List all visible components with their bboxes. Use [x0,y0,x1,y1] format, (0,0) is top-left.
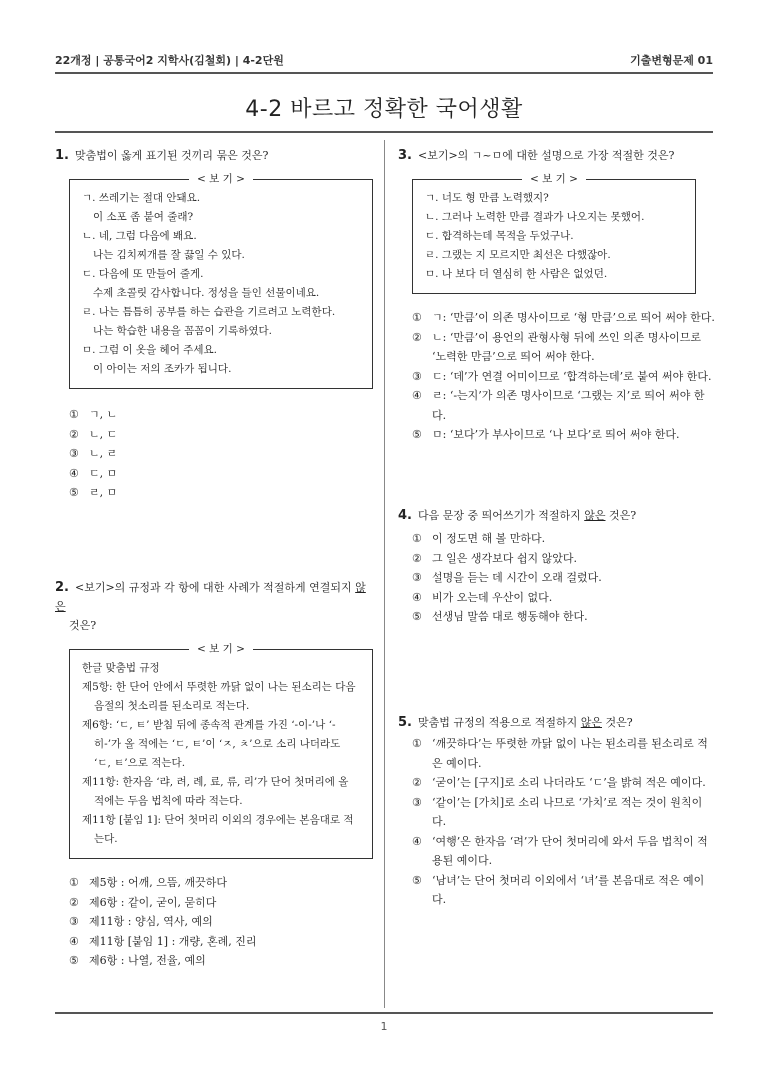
q4-option-5[interactable] [412,607,716,627]
q3-stem: <보기>의 ㄱ~ㅁ에 대한 설명으로 가장 적절한 것은? [417,149,675,162]
option-text: ㄹ: ‘-는지’가 의존 명사이므로 ‘그랬는 지’로 띄어 써야 한다. [432,389,705,422]
option-number: ① [412,737,422,750]
option-text: 설명을 듣는 데 시간이 오래 걸렸다. [432,571,602,584]
q2-box-label: < 보 기 > [189,643,253,655]
q1-option-4[interactable] [69,464,373,484]
q3-options [412,308,716,445]
q1-box-label: < 보 기 > [189,173,253,185]
q2-option-1[interactable] [69,873,373,893]
q4-options [412,529,716,627]
q2-stem: <보기>의 규정과 각 항에 대한 사례가 적절하게 연결되지 [74,581,356,594]
option-number: ③ [412,795,422,809]
header-course: 22개정 | 공통국어2 지학사(김철회) | 4-2단원 [55,54,284,67]
q1-example-box [69,173,373,389]
q1-options [69,405,373,503]
q4-number: 4. [398,508,412,523]
q2-box-line: 제11항 [붙임 1]: 단어 첫머리 이외의 경우에는 본음대로 적는다. [82,814,354,845]
q3-option-2[interactable] [412,328,716,367]
q2-option-2[interactable] [69,893,373,913]
option-number: ① [69,408,79,421]
q1-box-line: ㄴ. 네, 그럼 다음에 봬요. [82,230,197,242]
q4-option-1[interactable] [412,529,716,549]
option-number: ① [412,532,422,545]
q2-stem-end: 것은? [69,619,97,632]
option-text: 제6항 : 같이, 굳이, 묻히다 [89,895,217,909]
q2-example-box [69,643,373,859]
option-number: ④ [412,590,422,604]
q2-box-line: 제6항: ‘ㄷ, ㅌ’ 받침 뒤에 종속적 관계를 가진 ‘-이-’나 ‘-히-’가 올 적에는 ‘ㄷ, ㅌ’이 ‘ㅈ, ㅊ’으로 소리 나더라도 ‘ㄷ, ㅌ’으로 적는다. [82,719,341,769]
question-1 [55,146,373,503]
page-number: 1 [380,1020,388,1033]
option-text: ‘여행’은 한자음 ‘려’가 단어 첫머리에 와서 두음 법칙이 적용된 예이다. [432,834,708,867]
option-number: ⑤ [69,486,79,499]
option-text: ㄴ, ㄷ [89,427,118,441]
q3-option-1[interactable] [412,308,716,328]
option-text: ㅁ: ‘보다’가 부사이므로 ‘나 보다’로 띄어 써야 한다. [432,428,680,441]
option-number: ③ [412,369,422,383]
option-text: ㄹ, ㅁ [89,486,118,499]
q5-options [412,734,716,910]
option-text: ㄱ, ㄴ [89,408,118,421]
q3-box-line: ㄷ. 합격하는데 목적을 두었구나. [425,230,574,242]
option-text: 비가 오는데 우산이 없다. [432,590,553,604]
q1-box-line: 나는 학습한 내용을 꼼꼼이 기록하였다. [93,325,272,337]
q3-number: 3. [398,148,412,163]
q5-option-5[interactable] [412,871,716,910]
option-text: ‘굳이’는 [구지]로 소리 나더라도 ‘ㄷ’을 밝혀 적은 예이다. [432,776,706,789]
q4-option-3[interactable] [412,568,716,588]
option-number: ③ [69,915,79,928]
q5-option-4[interactable] [412,832,716,871]
option-number: ⑤ [412,428,422,441]
option-number: ④ [412,834,422,848]
q5-option-2[interactable] [412,773,716,793]
option-number: ⑤ [412,873,422,887]
q2-box-line: 한글 맞춤법 규정 [82,662,160,674]
option-text: ㄷ: ‘데’가 연결 어미이므로 ‘합격하는데’로 붙여 써야 한다. [432,369,712,383]
q2-number: 2. [55,580,69,595]
header-doc-type: 기출변형문제 01 [630,54,713,67]
q5-option-3[interactable] [412,793,716,832]
option-text: ㄷ, ㅁ [89,466,118,480]
option-text: 제6항 : 나열, 전율, 예의 [89,954,206,967]
q3-option-3[interactable] [412,367,716,387]
q1-box-line: ㄱ. 쓰레기는 절대 안돼요. [82,192,201,204]
q1-box-line: 이 아이는 저의 조카가 됩니다. [93,363,232,375]
option-number: ① [69,876,79,889]
option-number: ⑤ [69,954,79,967]
option-number: ② [69,427,79,441]
q2-option-5[interactable] [69,951,373,971]
q2-option-4[interactable] [69,932,373,952]
q1-box-line: 수제 초콜릿 감사합니다. 정성을 들인 선물이네요. [93,287,320,299]
option-number: ② [412,551,422,565]
q3-option-4[interactable] [412,386,716,425]
q3-box-line: ㄱ. 너도 형 만큼 노력했지? [425,192,549,204]
q1-box-line: ㄷ. 다음에 또 만들어 줄게. [82,268,204,280]
q2-box-line: 제11항: 한자음 ‘랴, 려, 례, 료, 류, 리’가 단어 첫머리에 올 적에는 두음 법칙에 따라 적는다. [82,776,349,807]
footer-rule [55,1012,713,1014]
option-number: ② [412,776,422,789]
q4-option-4[interactable] [412,588,716,608]
page-title: 4-2 바르고 정확한 국어생활 [245,97,523,122]
q4-stem-end: 것은? [605,509,637,522]
option-text: 이 정도면 해 볼 만하다. [432,532,546,545]
q1-box-line: ㅁ. 그럼 이 옷을 헤어 주세요. [82,344,217,356]
q5-option-1[interactable] [412,734,716,773]
question-4 [398,506,716,627]
option-text: 그 일은 생각보다 쉽지 않았다. [432,551,577,565]
q3-box-line: ㄴ. 그러나 노력한 만큼 결과가 나오지는 못했어. [425,211,645,223]
q1-box-line: 나는 김치찌개를 잘 끓일 수 있다. [93,249,245,261]
option-number: ② [69,895,79,909]
option-text: ‘같이’는 [가치]로 소리 나므로 ‘가치’로 적는 것이 원칙이다. [432,795,703,828]
option-number: ③ [412,571,422,584]
option-text: ㄴ, ㄹ [89,447,118,460]
q1-stem: 맞춤법이 옳게 표기된 것끼리 묶은 것은? [74,149,269,162]
question-3 [398,146,716,445]
question-2 [55,578,373,971]
q1-box-line: ㄹ. 나는 틈틈히 공부를 하는 습관을 기르려고 노력한다. [82,306,336,318]
page-header [55,48,713,68]
q3-box-label: < 보 기 > [522,173,586,185]
q4-stem-underlined: 않은 [584,509,606,522]
option-text: ‘깨끗하다’는 뚜렷한 까닭 없이 나는 된소리를 된소리로 적은 예이다. [432,737,708,770]
header-rule [55,72,713,74]
q1-option-5[interactable] [69,483,373,503]
q1-number: 1. [55,148,69,163]
option-number: ④ [412,389,422,402]
option-text: 제5항 : 어깨, 으뜸, 깨끗하다 [89,876,227,889]
q3-option-5[interactable] [412,425,716,445]
q1-box-line: 이 소포 좀 붙여 줄래? [93,211,194,223]
option-number: ① [412,311,422,324]
q2-option-3[interactable] [69,912,373,932]
option-number: ③ [69,447,79,460]
q1-option-2[interactable] [69,425,373,445]
option-text: ㄱ: ‘만큼’이 의존 명사이므로 ‘형 만큼’으로 띄어 써야 한다. [432,311,715,324]
option-text: 제11항 [붙임 1] : 개량, 혼례, 진리 [89,934,257,948]
q3-example-box [412,173,696,294]
q2-stem-underlined: 않은 [55,581,366,613]
q1-option-1[interactable] [69,405,373,425]
option-number: ④ [69,934,79,948]
question-5 [398,713,716,910]
column-divider [384,140,385,1008]
q4-option-2[interactable] [412,549,716,569]
q5-stem-underlined: 않은 [580,716,602,729]
q5-stem-end: 것은? [602,716,633,729]
option-text: 선생님 말씀 대로 행동해야 한다. [432,610,588,623]
option-number: ② [412,330,422,344]
q3-box-line: ㅁ. 나 보다 더 열심히 한 사람은 없었던. [425,268,608,280]
option-text: ‘남녀’는 단어 첫머리 이외에서 ‘녀’를 본음대로 적은 예이다. [432,873,705,906]
q3-box-line: ㄹ. 그랬는 지 모르지만 최선은 다했잖아. [425,249,611,261]
option-text: 제11항 : 양심, 역사, 예의 [89,915,213,928]
q1-option-3[interactable] [69,444,373,464]
option-number: ④ [69,466,79,480]
q4-stem: 다음 문장 중 띄어쓰기가 적절하지 [417,509,585,522]
option-text: ㄴ: ‘만큼’이 용언의 관형사형 뒤에 쓰인 의존 명사이므로 ‘노력한 만큼’으로 띄어 써야 한다. [432,330,701,363]
option-number: ⑤ [412,610,422,623]
q2-box-line: 제5항: 한 단어 안에서 뚜렷한 까닭 없이 나는 된소리는 다음 음절의 첫소리를 된소리로 적는다. [82,681,356,712]
q2-options [69,873,373,971]
q5-number: 5. [398,715,412,730]
q5-stem: 맞춤법 규정의 적용으로 적절하지 [417,716,581,729]
title-rule [55,131,713,133]
